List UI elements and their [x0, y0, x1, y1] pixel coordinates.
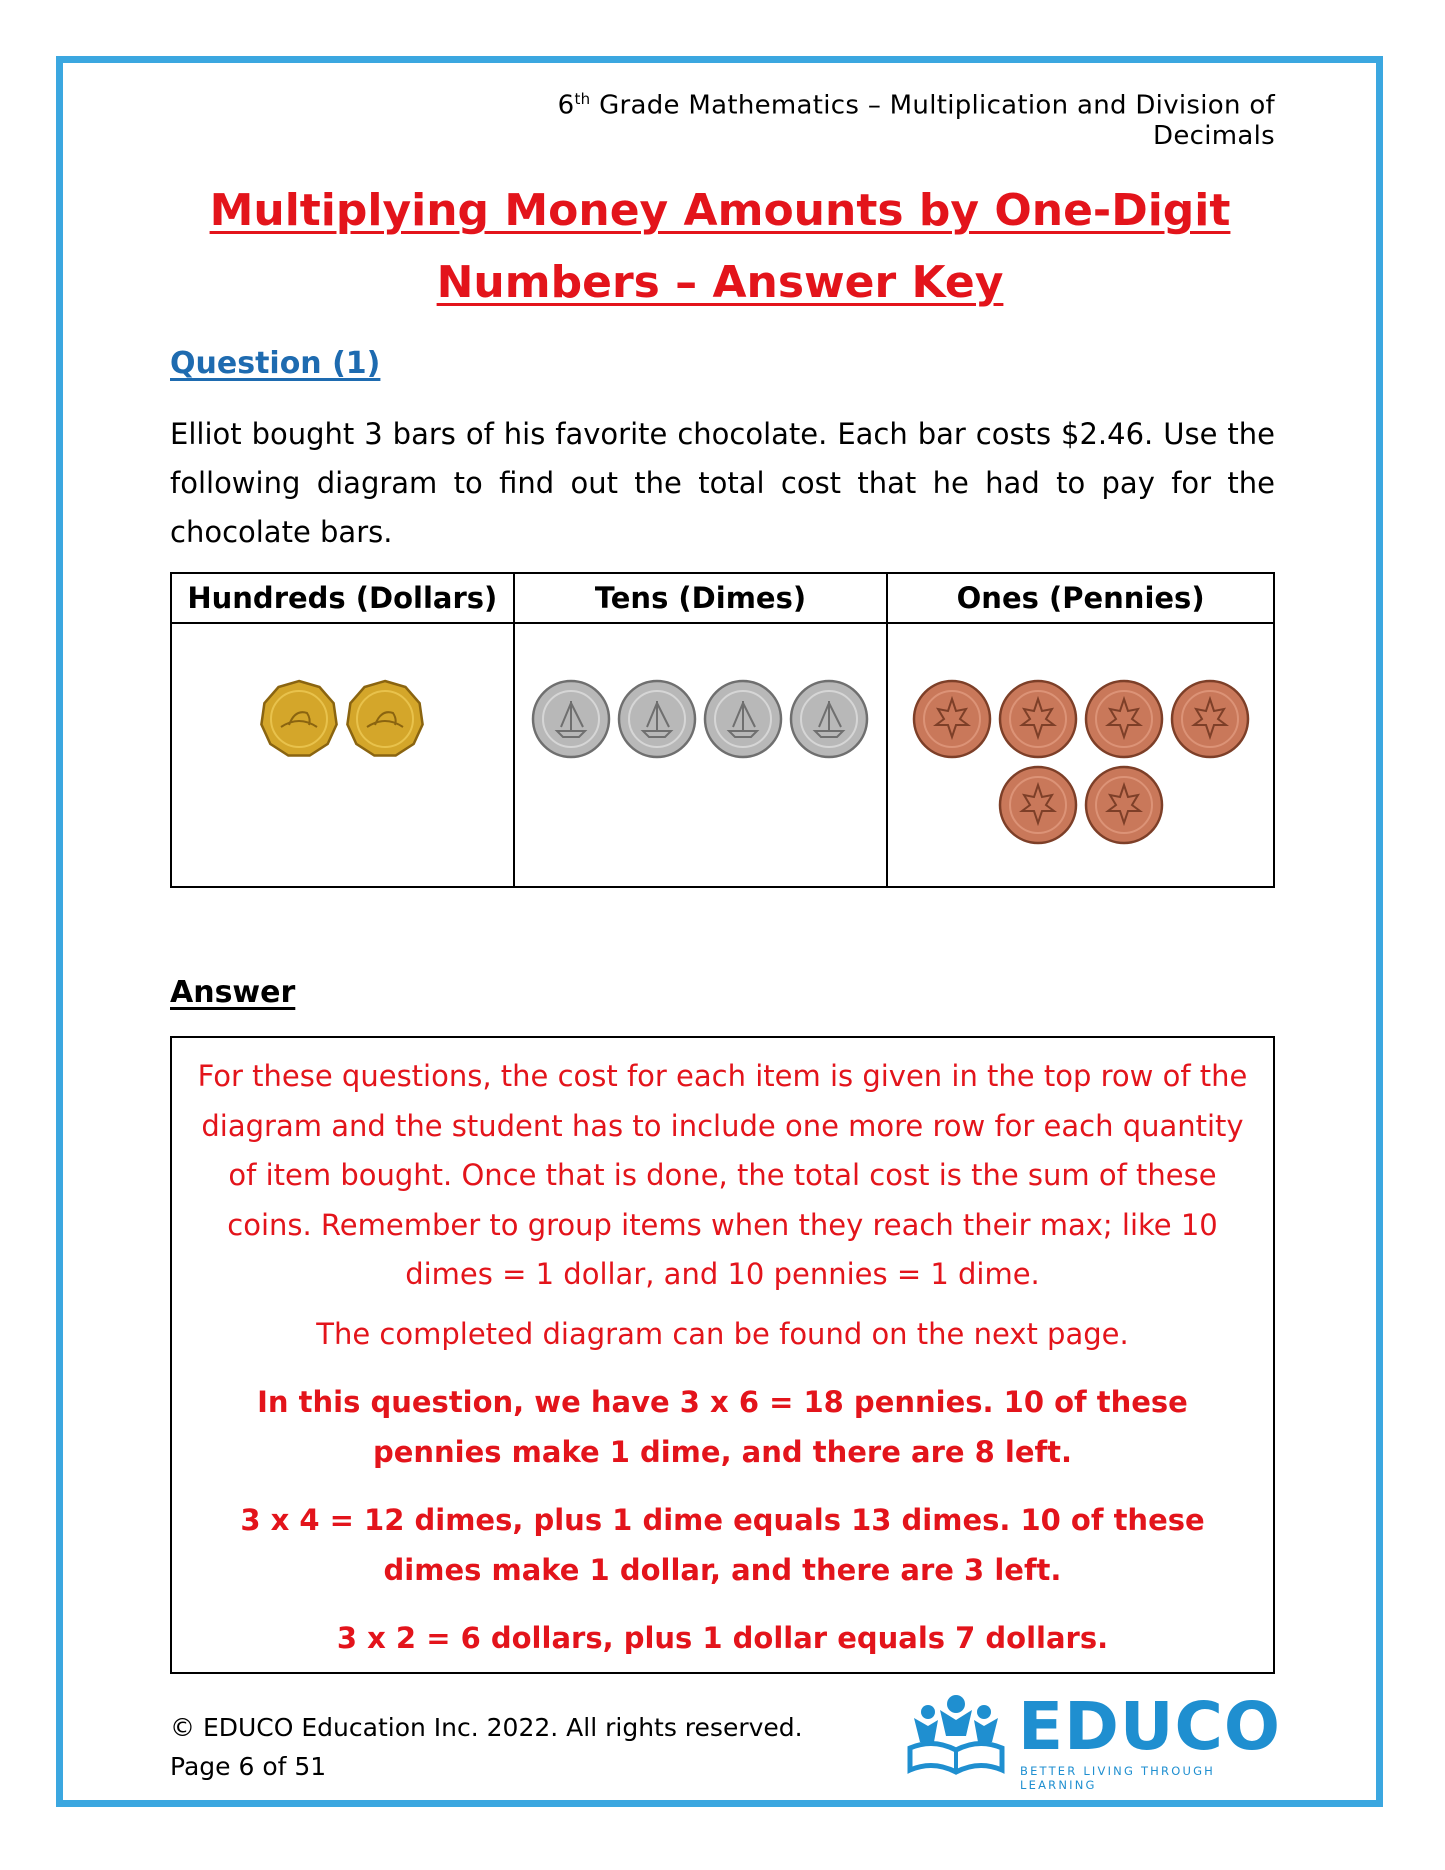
educo-logo	[900, 1688, 1282, 1792]
penny-coin-icon	[998, 679, 1078, 759]
question-heading: Question (1)	[170, 346, 381, 381]
answer-explanation: For these questions, the cost for each item is given in the top row of the diagram and the student has to include one more row for each quantity of item bought. Once that is done, the total cost is the sum of these coins. Remember to group items when they reach their max; like 10 dimes = 1 dollar, and 10 pennies = 1 dime.	[197, 1059, 1248, 1291]
penny-coin-icon	[998, 765, 1078, 845]
logo-tagline: BETTER LIVING THROUGH LEARNING	[1020, 1764, 1216, 1792]
header-dimes: Tens (Dimes)	[514, 573, 888, 623]
answer-box	[170, 1036, 1275, 1674]
educo-people-book-icon	[900, 1690, 1012, 1780]
pennies-cell	[887, 623, 1274, 887]
answer-dollars: 3 x 2 = 6 dollars, plus 1 dollar equals 7 dollars.	[336, 1621, 1109, 1655]
penny-coin-icon	[1170, 679, 1250, 759]
title-line-2: Numbers – Answer Key	[436, 257, 1004, 308]
header-pennies: Ones (Pennies)	[887, 573, 1274, 623]
answer-note: The completed diagram can be found on the next page.	[316, 1316, 1129, 1351]
page-title	[170, 175, 1270, 319]
penny-coin-icon	[1084, 765, 1164, 845]
dime-coin-icon	[531, 679, 611, 759]
logo-wordmark: EDUCO	[1018, 1688, 1282, 1765]
loonie-coin-icon	[259, 679, 339, 759]
loonie-coin-icon	[345, 679, 425, 759]
copyright-text: © EDUCO Education Inc. 2022. All rights reserved.	[170, 1713, 803, 1742]
answer-dimes: 3 x 4 = 12 dimes, plus 1 dime equals 13 dimes. 10 of these dimes make 1 dollar, and there are 3 left.	[240, 1503, 1205, 1587]
answer-heading: Answer	[170, 975, 296, 1010]
question-text: Elliot bought 3 bars of his favorite chocolate. Each bar costs $2.46. Use the following diagram to find out the total cost that he had to pay for the chocolate bars.	[170, 417, 1275, 549]
dimes-cell	[514, 623, 888, 887]
dollars-cell	[171, 623, 514, 887]
dime-coin-icon	[789, 679, 869, 759]
penny-coin-icon	[912, 679, 992, 759]
dime-coin-icon	[703, 679, 783, 759]
penny-coin-icon	[1084, 679, 1164, 759]
page-header: 6th Grade Mathematics – Multiplication and Division of Decimals	[557, 90, 1275, 151]
coin-diagram-table	[170, 572, 1275, 888]
dime-coin-icon	[617, 679, 697, 759]
header-dollars: Hundreds (Dollars)	[171, 573, 514, 623]
title-line-1: Multiplying Money Amounts by One-Digit	[209, 185, 1231, 236]
answer-pennies: In this question, we have 3 x 6 = 18 pennies. 10 of these pennies make 1 dime, and there are 8 left.	[257, 1385, 1188, 1469]
page-number: Page 6 of 51	[170, 1752, 327, 1781]
